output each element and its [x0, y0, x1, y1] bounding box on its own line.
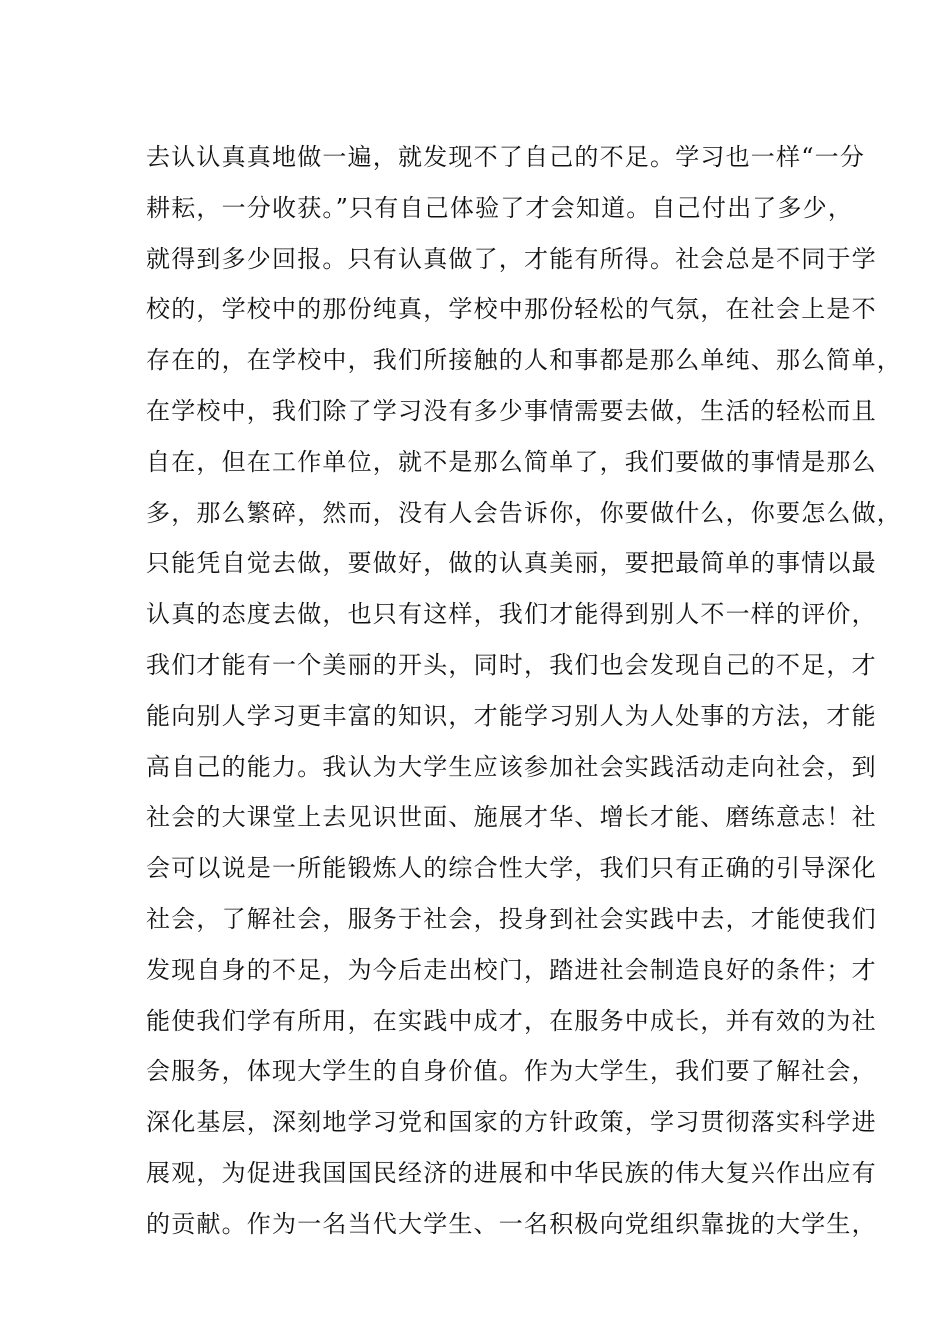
text-line: 发现自身的不足，为今后走出校门，踏进社会制造良好的条件；才 [146, 955, 877, 984]
text-line: 校的，学校中的那份纯真，学校中那份轻松的气氛，在社会上是不 [146, 295, 877, 324]
text-line: 只能凭自觉去做，要做好，做的认真美丽，要把最简单的事情以最 [146, 549, 877, 578]
text-line: 会服务，体现大学生的自身价值。作为大学生，我们要了解社会， [146, 1057, 877, 1086]
text-line: 耕耘，一分收获。”只有自己体验了才会知道。自己付出了多少， [146, 193, 854, 222]
text-line: 存在的，在学校中，我们所接触的人和事都是那么单纯、那么简单， [146, 346, 902, 375]
text-line: 高自己的能力。我认为大学生应该参加社会实践活动走向社会，到 [146, 752, 877, 781]
text-line: 多，那么繁碎，然而，没有人会告诉你，你要做什么，你要怎么做， [146, 498, 902, 527]
text-line: 社会，了解社会，服务于社会，投身到社会实践中去，才能使我们 [146, 904, 877, 933]
text-line: 自在，但在工作单位，就不是那么简单了，我们要做的事情是那么 [146, 447, 877, 476]
text-line: 认真的态度去做，也只有这样，我们才能得到别人不一样的评价， [146, 600, 877, 629]
text-line: 去认认真真地做一遍，就发现不了自己的不足。学习也一样“一分 [146, 143, 866, 171]
text-line: 社会的大课堂上去见识世面、施展才华、增长才能、磨练意志！社 [146, 803, 877, 832]
text-line: 展观，为促进我国国民经济的进展和中华民族的伟大复兴作出应有 [146, 1158, 877, 1187]
text-line: 我们才能有一个美丽的开头，同时，我们也会发现自己的不足，才 [146, 650, 877, 679]
text-line: 的贡献。作为一名当代大学生、一名积极向党组织靠拢的大学生， [146, 1209, 877, 1238]
text-line: 会可以说是一所能锻炼人的综合性大学，我们只有正确的引导深化 [146, 854, 877, 883]
text-line: 能使我们学有所用，在实践中成才，在服务中成长，并有效的为社 [146, 1006, 877, 1035]
text-line: 深化基层，深刻地学习党和国家的方针政策，学习贯彻落实科学进 [146, 1108, 877, 1137]
text-line: 在学校中，我们除了学习没有多少事情需要去做，生活的轻松而且 [146, 396, 877, 425]
text-line: 就得到多少回报。只有认真做了，才能有所得。社会总是不同于学 [146, 244, 877, 273]
text-line: 能向别人学习更丰富的知识，才能学习别人为人处事的方法，才能 [146, 701, 877, 730]
body-text [146, 132, 902, 1250]
